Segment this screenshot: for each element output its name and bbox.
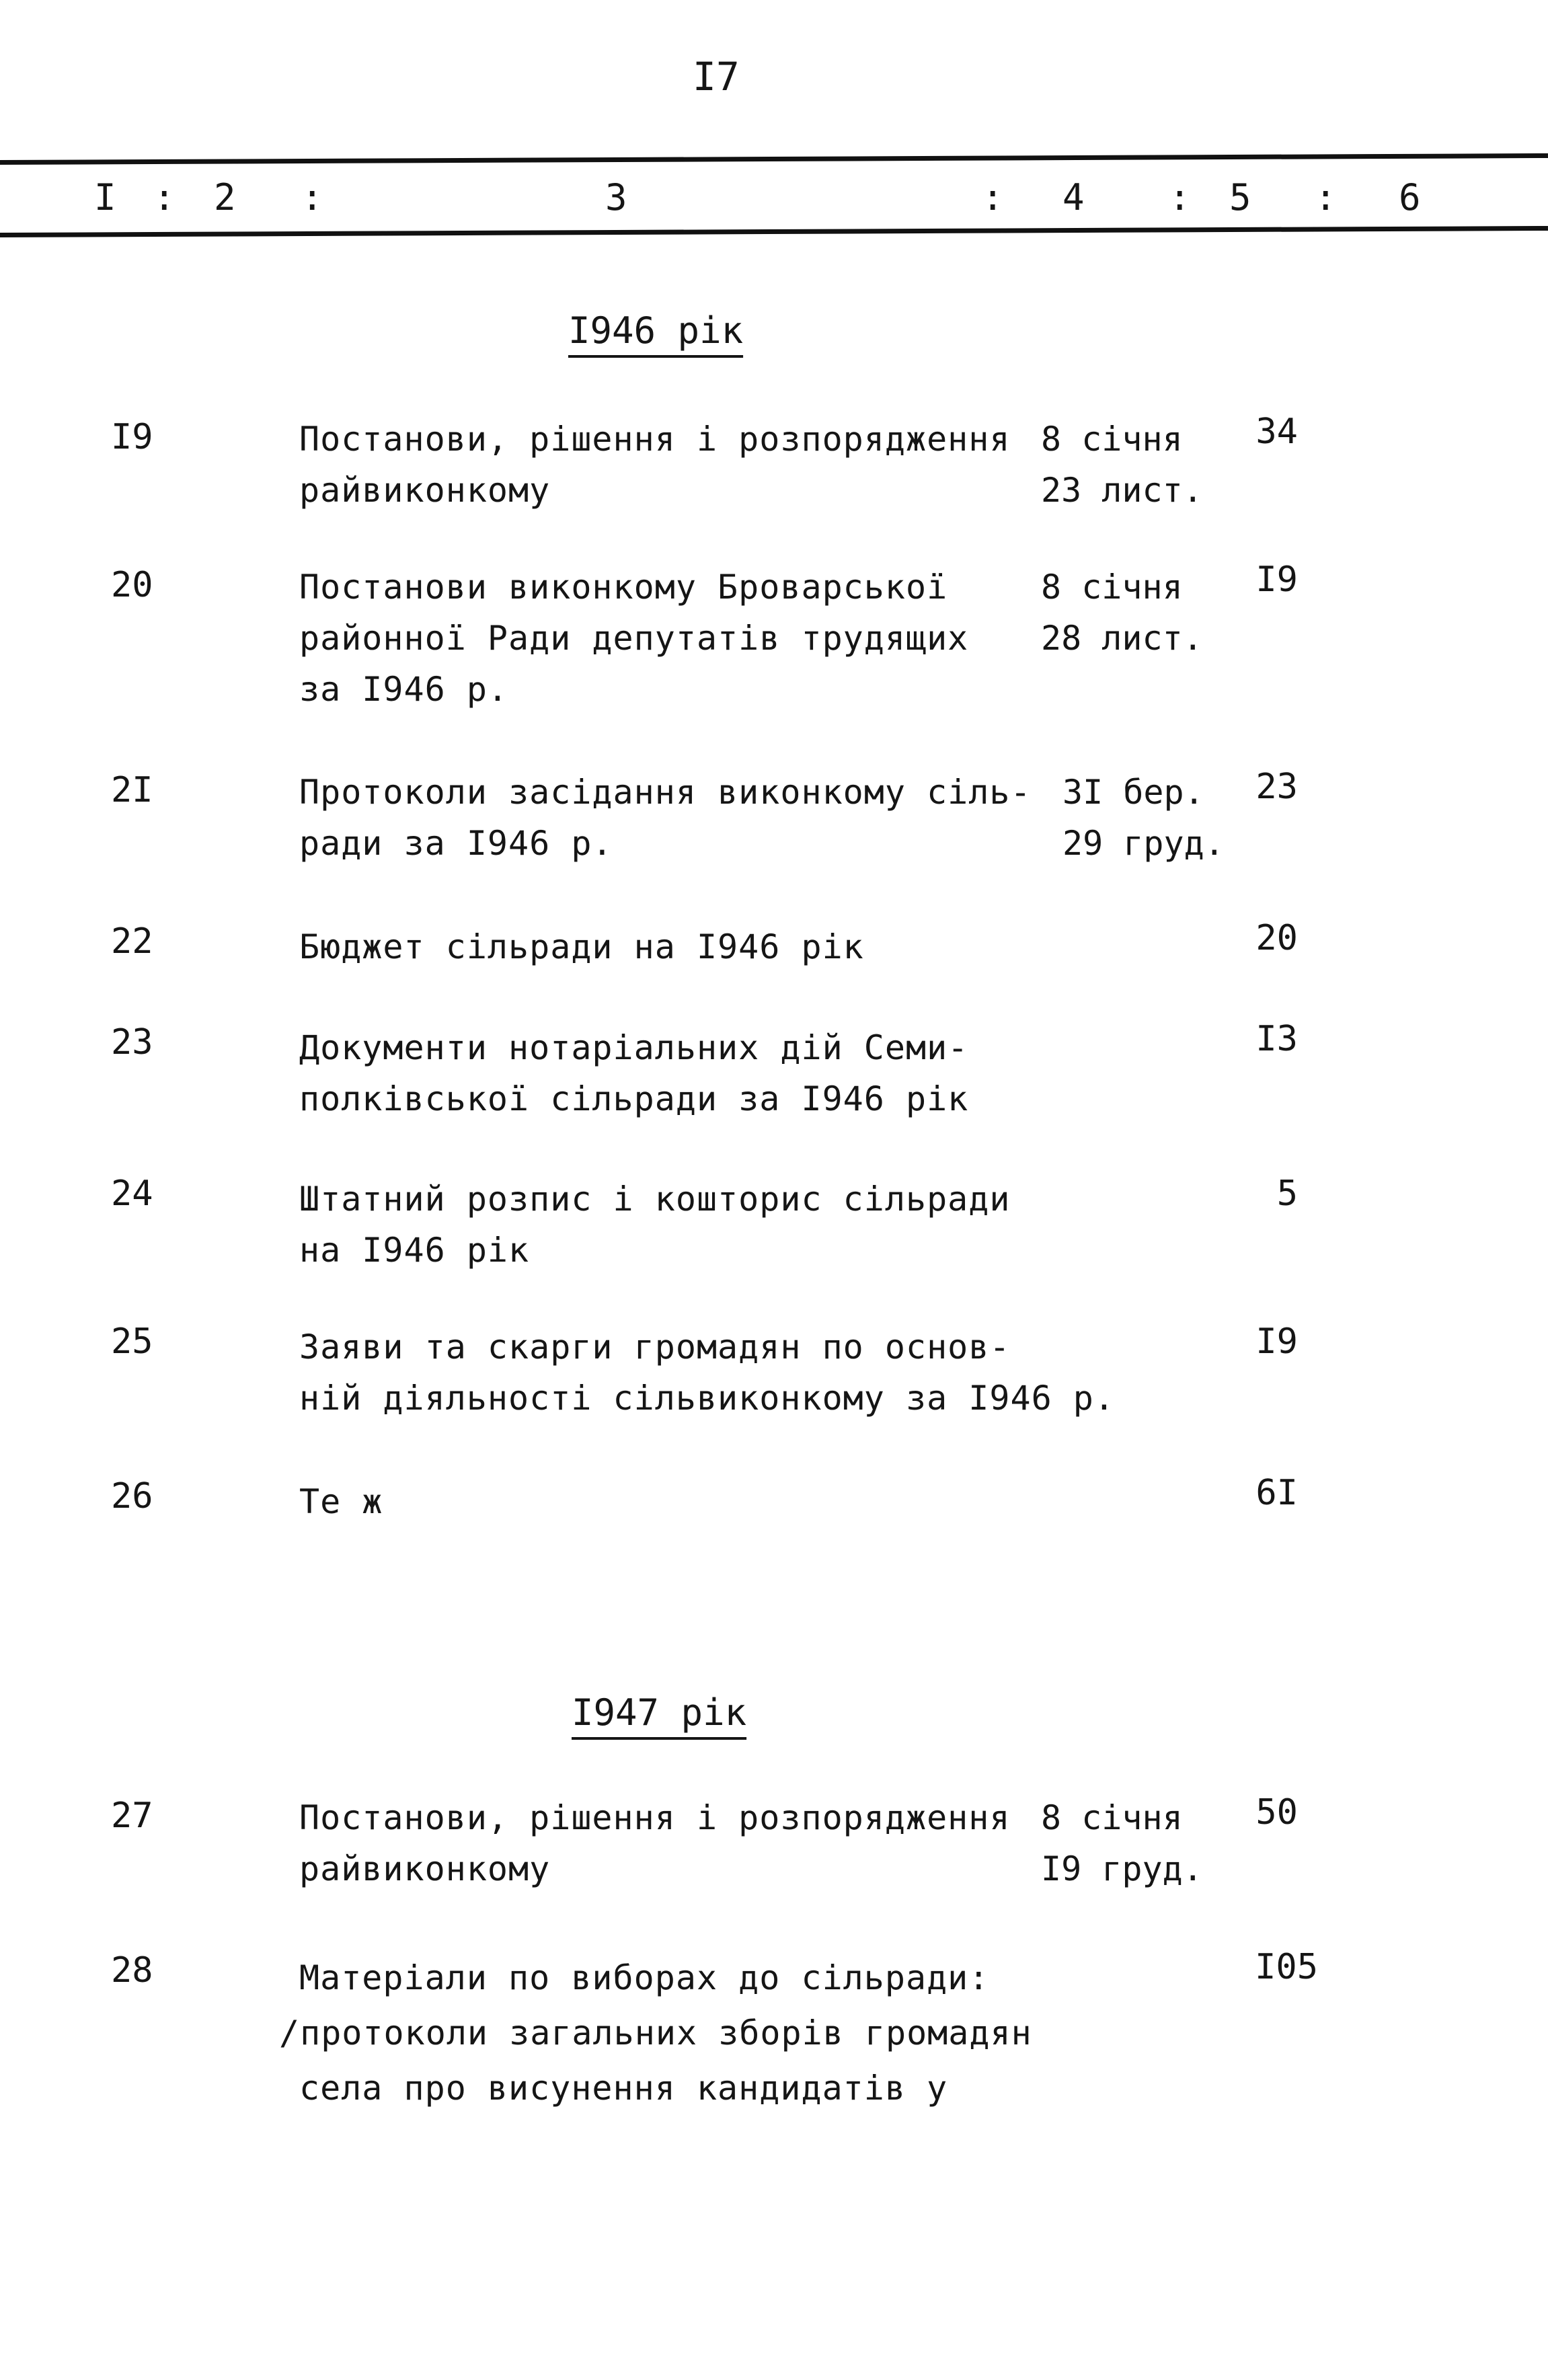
entry-title-line: Документи нотаріальних дій Семи- (299, 1028, 969, 1067)
column-separator: : (1169, 176, 1191, 219)
entry-title-line: Постанови виконкому Броварської (299, 568, 948, 607)
sheet-count: I9 (1255, 1321, 1298, 1362)
entry-dates (1041, 562, 1203, 664)
entry-title-line: ради за I946 р. (299, 824, 613, 863)
sheet-count: 23 (1255, 767, 1298, 807)
entry-title-line: села про висунення кандидатів у (299, 2069, 948, 2108)
entry-title-line: ній діяльності сільвиконкому за I946 р. (299, 1379, 1115, 1418)
column-separator: : (301, 176, 323, 219)
entry-title (299, 414, 1011, 516)
entry-title-line: /протоколи загальних зборів громадян (279, 2013, 1032, 2052)
column-separator: : (1315, 176, 1337, 219)
entry-title-line: районної Ради депутатів трудящих (299, 619, 969, 658)
entry-title-line: Заяви та скарги громадян по основ- (299, 1328, 1011, 1367)
end-date: 29 груд. (1062, 824, 1225, 863)
entry-title-line: райвиконкому (299, 471, 551, 510)
sheet-count: 34 (1255, 412, 1298, 452)
entry-title (299, 1022, 968, 1124)
header-rule-bottom (0, 226, 1548, 237)
entry-title-line: Постанови, рішення і розпорядження (299, 1798, 1011, 1837)
entry-number: 24 (111, 1174, 153, 1214)
entry-title-line: Постанови, рішення і розпорядження (299, 420, 1011, 459)
sheet-count: 6I (1255, 1473, 1298, 1513)
entry-number: 26 (111, 1476, 153, 1517)
entry-title (299, 1792, 1011, 1894)
entry-number: 25 (111, 1321, 153, 1362)
section-heading-1946: I946 рік (568, 309, 744, 352)
entry-title-line: Бюджет сільради на I946 рік (299, 927, 864, 966)
entry-title-line: за I946 р. (299, 670, 509, 709)
entry-number: 22 (111, 921, 153, 962)
start-date: 8 січня (1041, 1798, 1183, 1837)
entry-dates (1041, 414, 1203, 516)
column-header-2: 2 (214, 176, 236, 219)
entry-title (299, 1321, 1115, 1424)
column-header-4: 4 (1062, 176, 1085, 219)
entry-title (279, 1950, 1032, 2116)
sheet-count: 20 (1255, 918, 1298, 958)
page-number: I7 (693, 54, 740, 100)
entry-number: 20 (111, 565, 153, 605)
column-separator: : (982, 176, 1004, 219)
entry-title (299, 1174, 1011, 1276)
entry-number: 2I (111, 770, 153, 810)
end-date: I9 груд. (1041, 1849, 1203, 1888)
entry-title-line: на I946 рік (299, 1231, 530, 1270)
column-header-1: I (94, 176, 116, 219)
sheet-count: I9 (1255, 560, 1298, 600)
sheet-count: 50 (1255, 1792, 1298, 1833)
section-heading-1947: I947 рік (572, 1691, 747, 1734)
column-header-5: 5 (1229, 176, 1251, 219)
entry-title-line: Протоколи засідання виконкому сіль- (299, 773, 1032, 812)
start-date: 8 січня (1041, 568, 1183, 607)
entry-title (299, 562, 968, 715)
entry-number: 23 (111, 1022, 153, 1063)
end-date: 23 лист. (1041, 471, 1203, 510)
entry-number: I9 (111, 417, 153, 457)
sheet-count: I05 (1255, 1947, 1318, 1987)
entry-title-line: Те ж (299, 1482, 383, 1521)
column-separator: : (153, 176, 176, 219)
entry-title (299, 921, 864, 972)
entry-title-line: райвиконкому (299, 1849, 551, 1888)
entry-dates (1062, 767, 1225, 869)
column-header-3: 3 (605, 176, 627, 219)
entry-number: 28 (111, 1950, 153, 1991)
column-header-6: 6 (1399, 176, 1421, 219)
entry-dates (1041, 1792, 1203, 1894)
entry-number: 27 (111, 1796, 153, 1836)
sheet-count: 5 (1276, 1174, 1298, 1214)
end-date: 28 лист. (1041, 619, 1203, 658)
start-date: 3I бер. (1062, 773, 1204, 812)
entry-title (299, 767, 1032, 869)
sheet-count: I3 (1255, 1019, 1298, 1059)
entry-title-line: полківської сільради за I946 рік (299, 1079, 969, 1118)
start-date: 8 січня (1041, 420, 1183, 459)
entry-title-line: Штатний розпис і кошторис сільради (299, 1180, 1011, 1219)
entry-title (299, 1476, 383, 1527)
entry-title-line: Матеріали по виборах до сільради: (299, 1958, 990, 1997)
header-rule-top (0, 153, 1548, 165)
